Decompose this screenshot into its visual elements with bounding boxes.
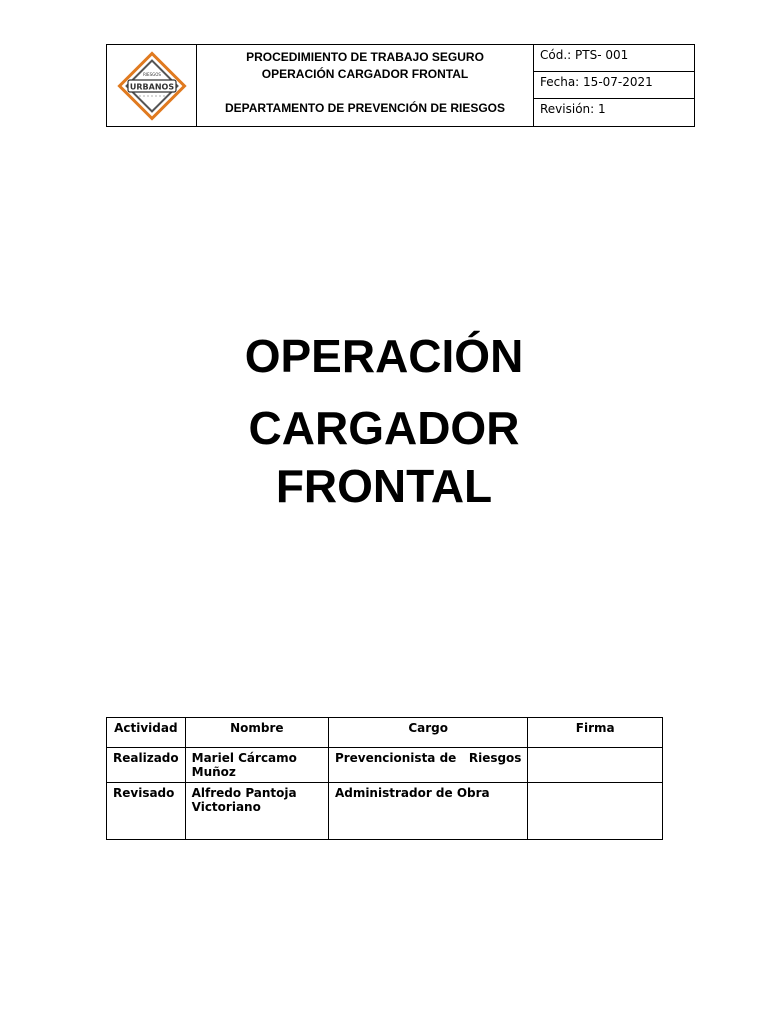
signature-table	[106, 717, 663, 840]
header-title-block	[197, 45, 534, 126]
cell-nombre: Alfredo Pantoja Victoriano	[185, 783, 328, 840]
cell-nombre: Mariel Cárcamo Muñoz	[185, 748, 328, 783]
header-title-line1: PROCEDIMIENTO DE TRABAJO SEGURO	[246, 50, 484, 64]
col-header-cargo: Cargo	[328, 718, 528, 748]
cell-firma	[528, 783, 663, 840]
logo-brand-text: URBANOS	[129, 82, 174, 91]
header-meta	[534, 45, 694, 126]
col-header-nombre: Nombre	[185, 718, 328, 748]
cell-cargo: Prevencionista de Riesgos	[328, 748, 528, 783]
header-title-line2: OPERACIÓN CARGADOR FRONTAL	[261, 67, 469, 81]
col-header-actividad: Actividad	[107, 718, 186, 748]
doc-date: Fecha: 15-07-2021	[534, 72, 694, 99]
cell-actividad: Revisado	[107, 783, 186, 840]
doc-code: Cód.: PTS- 001	[534, 45, 694, 72]
cell-actividad: Realizado	[107, 748, 186, 783]
document-header	[106, 44, 695, 127]
main-title-line1: OPERACIÓN	[244, 330, 524, 382]
cell-cargo: Administrador de Obra	[328, 783, 528, 840]
main-title-line3: FRONTAL	[275, 460, 493, 512]
doc-revision: Revisión: 1	[540, 102, 606, 116]
table-header-row	[107, 718, 663, 748]
cell-firma	[528, 748, 663, 783]
logo-diamond-icon	[115, 49, 189, 123]
col-header-firma: Firma	[528, 718, 663, 748]
main-title	[0, 330, 768, 513]
logo-small-text: RIESGOS	[142, 71, 161, 77]
table-row	[107, 783, 663, 840]
table-row	[107, 748, 663, 783]
company-logo	[107, 45, 197, 126]
header-department: DEPARTAMENTO DE PREVENCIÓN DE RIESGOS	[224, 101, 506, 115]
main-title-line2: CARGADOR	[248, 402, 520, 454]
